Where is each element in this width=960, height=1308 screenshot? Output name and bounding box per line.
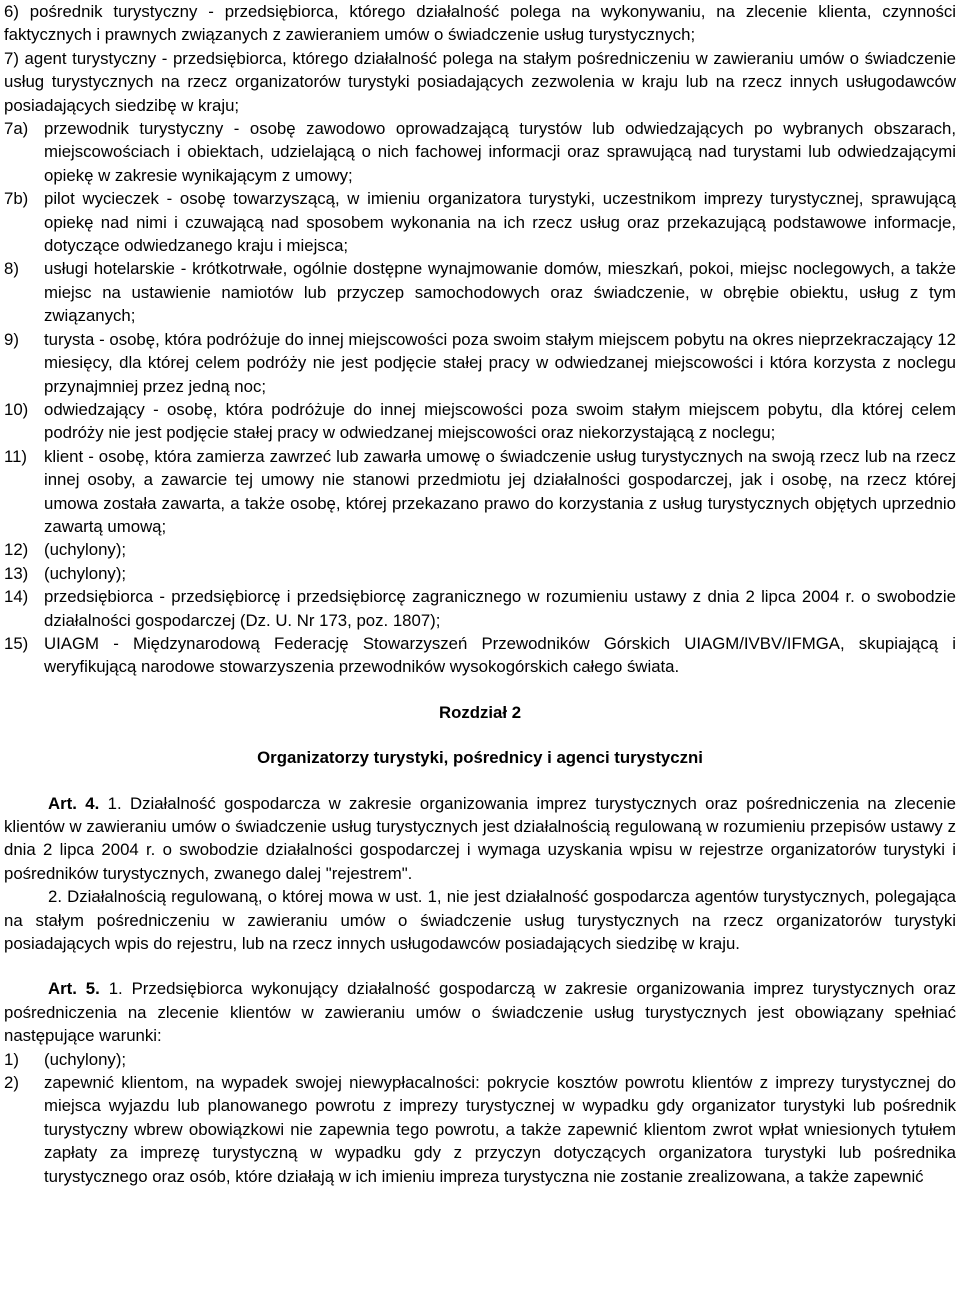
list-item [4,1048,956,1071]
item-number: 14) [4,587,29,607]
list-item [4,398,956,445]
chapter-number: Rozdział 2 [438,702,522,722]
definition-text: usługi hotelarskie - krótkotrwałe, ogólnie dostępne wynajmowanie domów, mieszkań, pokoi, miejsc noclegowych, a także miejsc na ustawienie namiotów lub przyczep samochodowych oraz świadczenie, w obrębie obiektu, usług z tym związanych; [44,259,956,326]
article-5-list [4,1048,956,1188]
item-number: 7a) [4,119,29,139]
item-number: 12) [4,540,29,560]
item-number: 8) [4,259,19,279]
definition-text: (uchylony); [44,563,127,583]
list-item [4,187,956,257]
list-item [4,328,956,398]
definition-text: 7) agent turystyczny - przedsiębiorca, którego działalność polega na stałym pośredniczeniu w zawieraniu umów o świadczenie usług turystycznych na rzecz organizatorów turystyki posiadających zezwolenia w kraju lub na rzecz innych usługodawców posiadających siedzibę w kraju; [4,48,956,115]
list-item [4,585,956,632]
definition-text: przewodnik turystyczny - osobę zawodowo oprowadzającą turystów lub odwiedzających po wybranych obszarach, miejscowościach i obiektach, udzielającą o nich fachowej informacji oraz sprawującą nad turystami lub odwiedzającymi opiekę w zakresie wynikającym z umowy; [44,119,956,185]
item-number: 1) [4,1049,19,1069]
article-label: Art. 5. [48,979,100,999]
item-number: 15) [4,633,29,653]
list-item [4,445,956,539]
definition-text: pilot wycieczek - osobę towarzyszącą, w imieniu organizatora turystyki, uczestnikom imprezy turystycznej, sprawującą opiekę nad nimi i czuwającą nad sposobem wykonania na ich rzecz usług oraz przekazującą podstawowe informacje, dotyczące odwiedzanego kraju i miejsca; [44,189,956,256]
definition-text: turysta - osobę, która podróżuje do innej miejscowości poza swoim stałym miejscem pobytu na okres nieprzekraczający 12 miesięcy, dla której celem podróży nie jest podjęcie stałej pracy w odwiedzanej miejscowości i która korzysta z noclegu przynajmniej przez jedną noc; [44,329,956,396]
definition-text: (uchylony); [44,540,127,560]
article-4-paragraph-1 [4,792,956,886]
definition-text: klient - osobę, która zamierza zawrzeć lub zawarła umowę o świadczenie usług turystycznych na swoją rzecz lub na rzecz innej osoby, a zawarcie tej umowy nie stanowi przedmiotu jej działalności gospodarczej, jak i osobę, na rzecz której umowa została zawarta, a także osobę, której przekazano prawo do korzystania z usług turystycznych objętych uprzednio zawartą umową; [44,446,956,536]
item-text: (uchylony); [44,1049,127,1069]
definition-text: przedsiębiorca - przedsiębiorcę i przedsiębiorcę zagranicznego w rozumieniu ustawy z dnia 2 lipca 2004 r. o swobodzie działalności gospodarczej (Dz. U. Nr 173, poz. 1807); [44,587,956,630]
item-number: 2) [4,1073,19,1093]
paragraph-text: 1. Działalność gospodarcza w zakresie organizowania imprez turystycznych oraz pośredniczenia na zlecenie klientów w zawieraniu umów o świadczenie usług turystycznych jest działalnością regulowaną w rozumieniu przepisów ustawy z dnia 2 lipca 2004 r. o swobodzie działalności gospodarczej i wymaga uzyskania wpisu w rejestrze organizatorów turystyki i pośredników turystycznych, zwanego dalej "rejestrem". [4,793,957,883]
article-5 [4,977,956,1188]
item-text: zapewnić klientom, na wypadek swojej niewypłacalności: pokrycie kosztów powrotu klientów z imprezy turystycznej do miejsca wyjazdu lub planowanego powrotu z imprezy turystycznej w wypadku gdy organizator turystyki lub pośrednik turystyczny wbrew obowiązkowi nie zapewnia tego powrotu, a także zapewnić klientom zwrot wpłat wniesionych tytułem zapłaty za imprezę turystyczną w wypadku gdy z przyczyn dotyczących organizatora turystyki lub pośrednika turystycznego oraz osób, które działają w ich imieniu impreza turystyczna nie zostanie zrealizowana, a także zapewnić [44,1073,956,1186]
definition-text: 6) pośrednik turystyczny - przedsiębiorca, którego działalność polega na wykonywaniu, na zlecenie klienta, czynności faktycznych i prawnych związanych z zawieraniem umów o świadczenie usług turystycznych; [4,2,956,45]
article-4 [4,792,956,956]
article-5-paragraph-1 [4,977,956,1047]
paragraph-text: 2. Działalnością regulowaną, o której mowa w ust. 1, nie jest działalność gospodarcza agentów turystycznych, polegająca na stałym pośredniczeniu w zawieraniu umów o świadczenie usług turystycznych na rzecz organizatorów turystyki posiadających wpis do rejestru, lub na rzecz innych usługodawców posiadających siedzibę w kraju. [4,887,956,954]
chapter-title: Organizatorzy turystyki, pośrednicy i agenci turystyczni [257,748,703,768]
list-item [4,538,956,561]
list-item [4,562,956,585]
item-number: 7b) [4,189,29,209]
list-item [4,1071,956,1188]
list-item [4,117,956,187]
list-item [4,0,956,47]
item-number: 11) [4,446,28,466]
item-number: 13) [4,563,29,583]
list-item [4,47,956,117]
paragraph-text: 1. Przedsiębiorca wykonujący działalność gospodarczą w zakresie organizowania imprez turystycznych oraz pośredniczenia na zlecenie klientów w zawieraniu umów o świadczenie usług turystycznych jest obowiązany spełniać następujące warunki: [4,979,956,1046]
list-item [4,257,956,327]
definitions-list [4,0,956,679]
item-number: 10) [4,399,29,419]
definition-text: odwiedzający - osobę, która podróżuje do innej miejscowości poza swoim stałym miejscem pobytu, dla której celem podróży nie jest podjęcie stałej pracy w odwiedzanej miejscowości oraz niekorzystającą z noclegu; [44,399,956,443]
list-item [4,632,956,679]
article-4-paragraph-2 [4,885,956,955]
definition-text: UIAGM - Międzynarodową Federację Stowarzyszeń Przewodników Górskich UIAGM/IVBV/IFMGA, skupiającą i weryfikującą narodowe stowarzyszenia przewodników wysokogórskich całego świata. [44,633,956,677]
item-number: 9) [4,329,19,349]
article-label: Art. 4. [48,793,100,813]
